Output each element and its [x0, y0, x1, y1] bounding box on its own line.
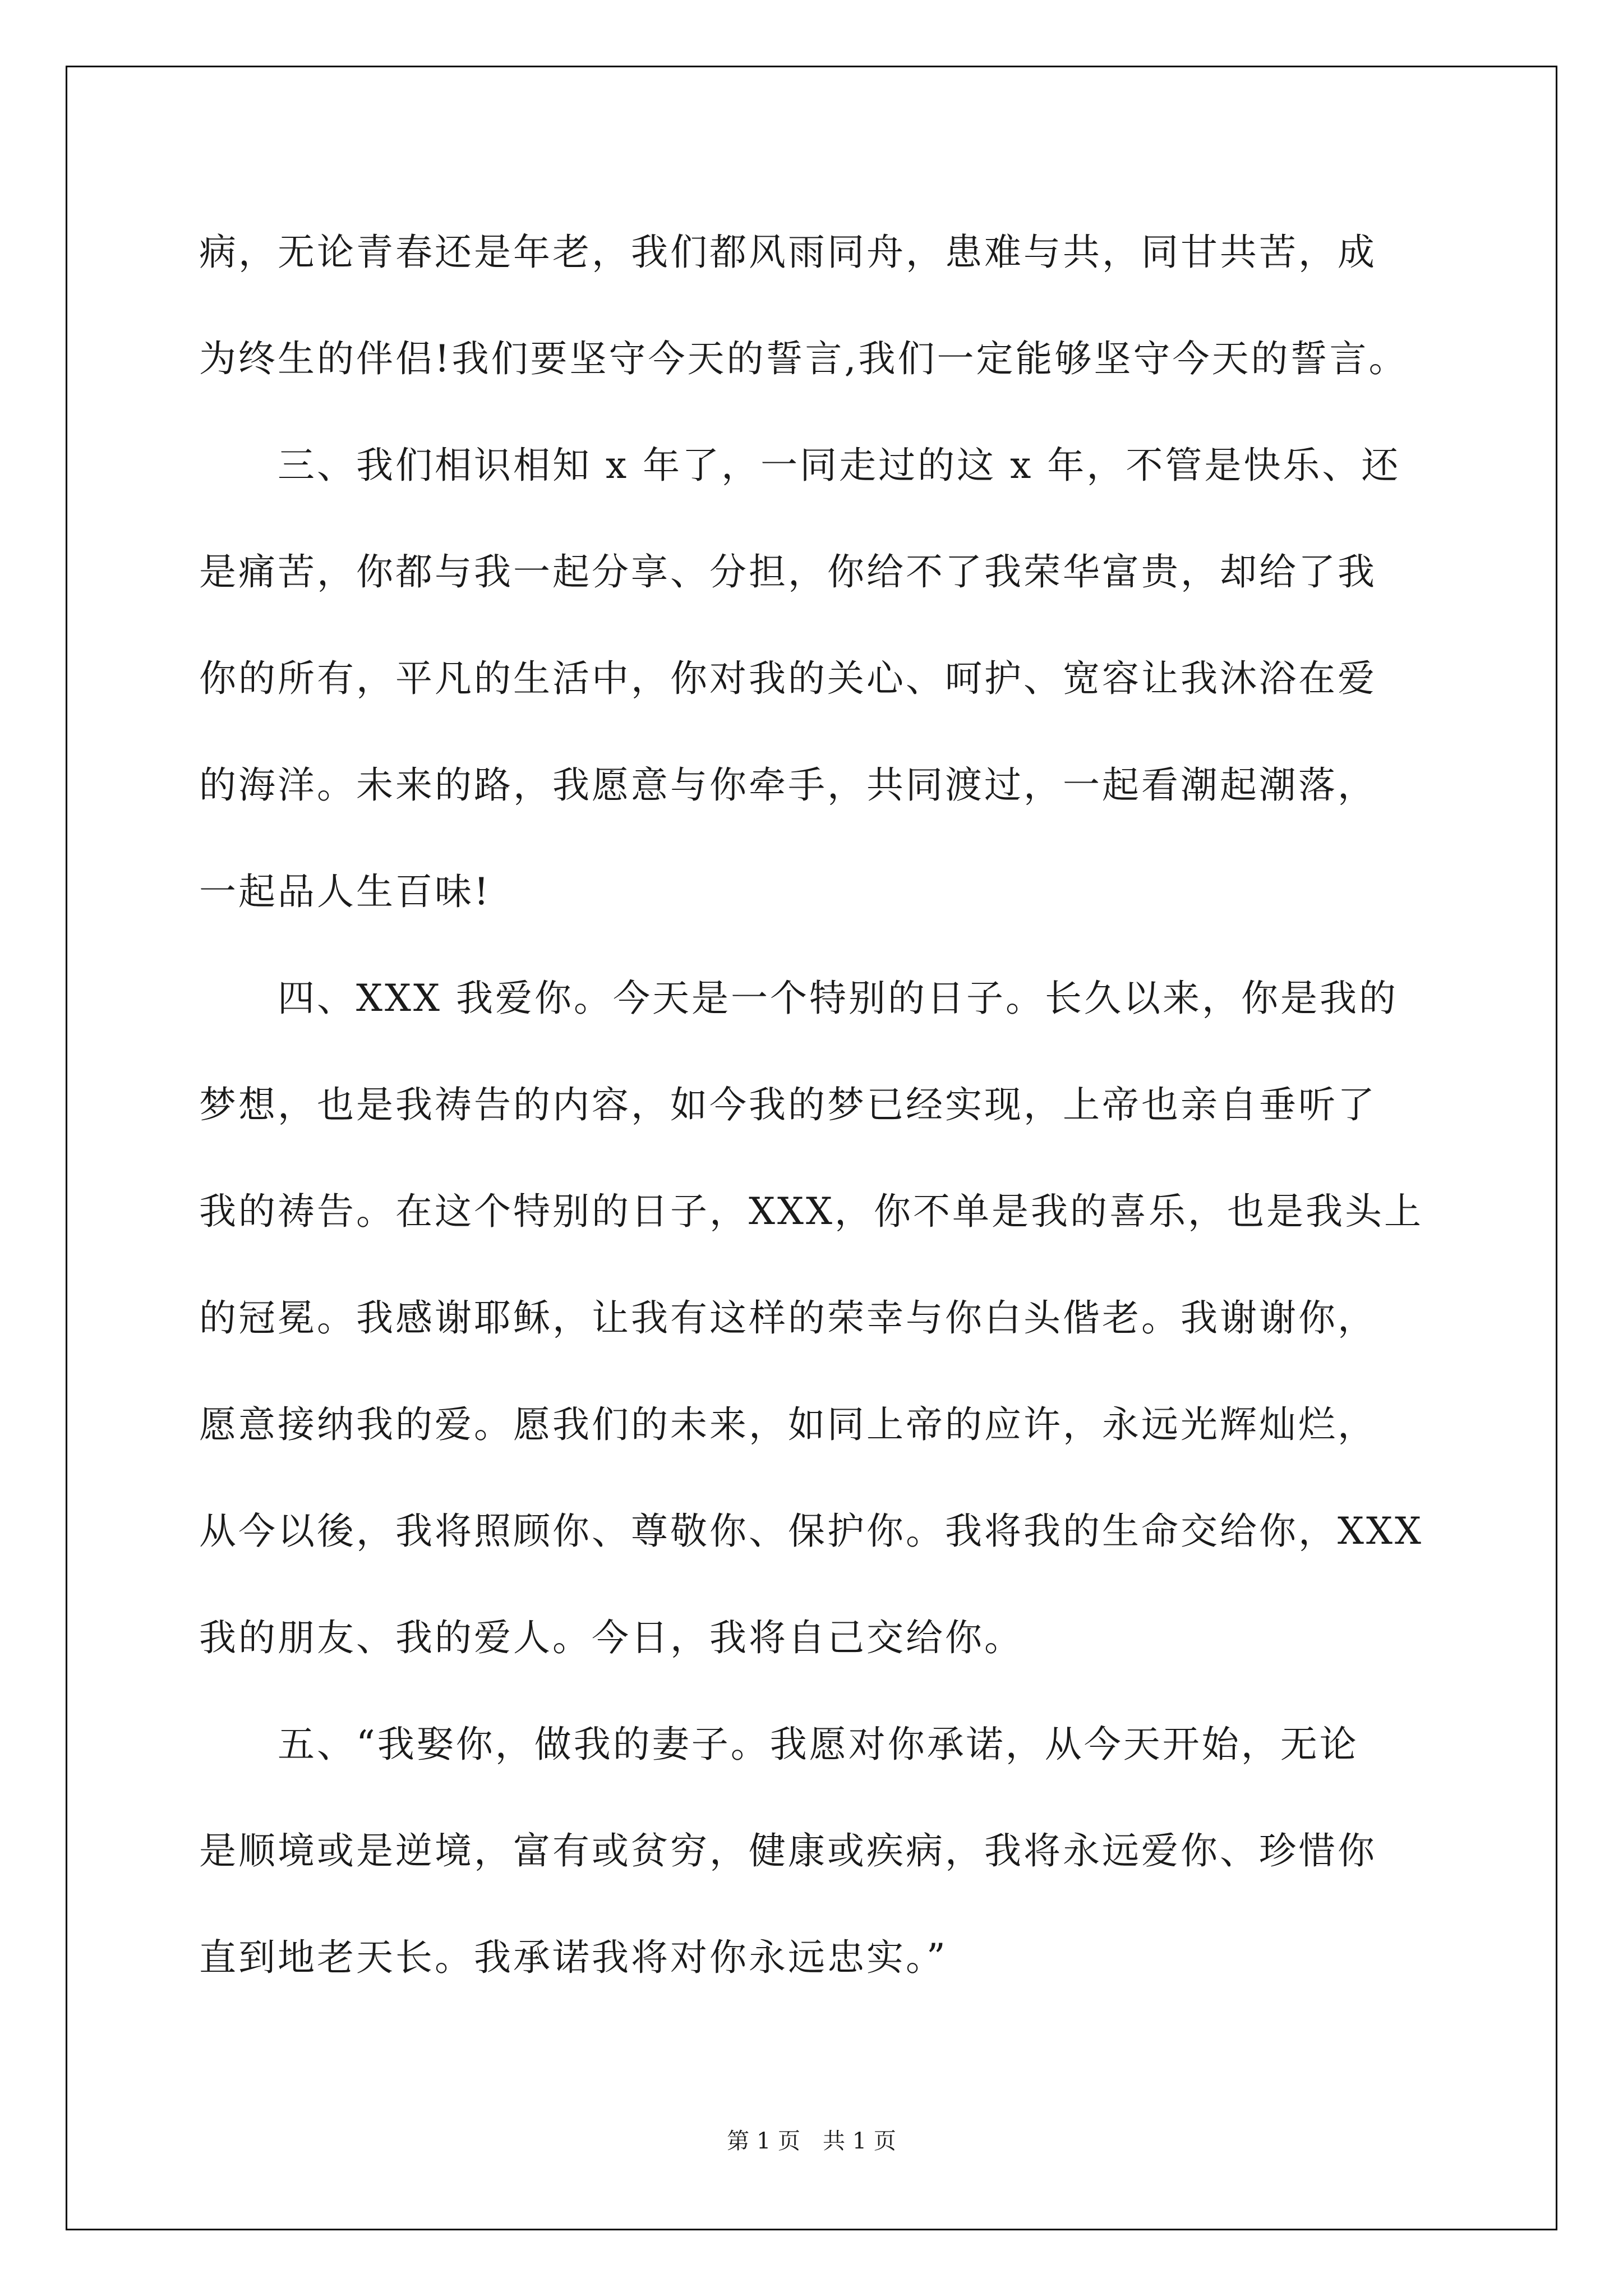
page-footer: 第 1 页 共 1 页 [727, 2128, 896, 2154]
text-line: 是顺境或是逆境，富有或贫穷，健康或疾病，我将永远爱你、珍惜你 [199, 1829, 1377, 1872]
text-line: 的冠冕。我感谢耶稣，让我有这样的荣幸与你白头偕老。我谢谢你， [199, 1296, 1377, 1340]
text-line: 梦想，也是我祷告的内容，如今我的梦已经实现，上帝也亲自垂听了 [199, 1083, 1377, 1126]
text-line: 为终生的伴侣!我们要坚守今天的誓言,我们一定能够坚守今天的誓言。 [199, 337, 1408, 380]
text-line: 五、“我娶你，做我的妻子。我愿对你承诺，从今天开始，无论 [199, 1723, 1359, 1766]
text-line: 一起品人生百味! [199, 870, 491, 913]
text-line: 从今以後，我将照顾你、尊敬你、保护你。我将我的生命交给你，XXX [199, 1510, 1423, 1553]
text-line: 的海洋。未来的路，我愿意与你牵手，共同渡过，一起看潮起潮落， [199, 763, 1377, 807]
text-line: 是痛苦，你都与我一起分享、分担，你给不了我荣华富贵，却给了我 [199, 550, 1377, 593]
text-line: 我的祷告。在这个特别的日子，XXX，你不单是我的喜乐，也是我头上 [199, 1190, 1423, 1233]
document-body [199, 219, 1444, 2031]
text-line: 病，无论青春还是年老，我们都风雨同舟，患难与共，同甘共苦，成 [199, 231, 1377, 274]
text-line: 直到地老天长。我承诺我将对你永远忠实。” [199, 1936, 948, 1979]
text-line: 三、我们相识相知 x 年了，一同走过的这 x 年，不管是快乐、还 [199, 444, 1401, 487]
text-line: 我的朋友、我的爱人。今日，我将自己交给你。 [199, 1616, 1023, 1659]
text-line: 四、XXX 我爱你。今天是一个特别的日子。长久以来，你是我的 [199, 977, 1398, 1020]
text-line: 愿意接纳我的爱。愿我们的未来，如同上帝的应许，永远光辉灿烂， [199, 1403, 1377, 1446]
text-line: 你的所有，平凡的生活中，你对我的关心、呵护、宽容让我沐浴在爱 [199, 657, 1377, 700]
